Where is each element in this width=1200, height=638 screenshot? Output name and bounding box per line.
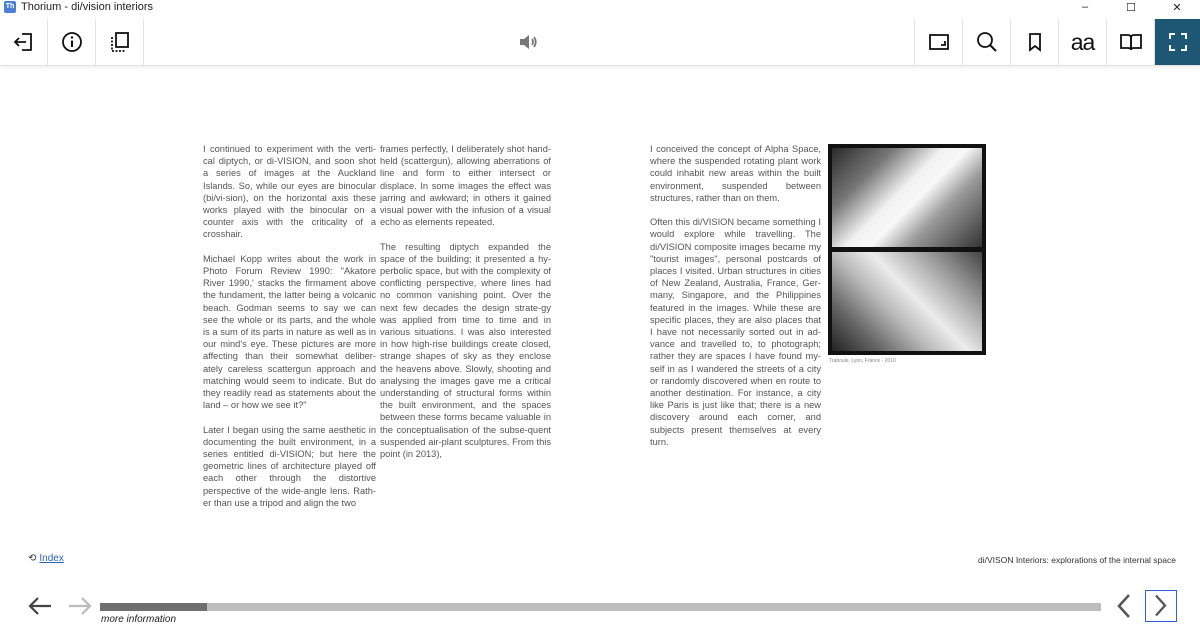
minimize-button[interactable]: – (1081, 1, 1089, 13)
fullscreen-button[interactable] (1154, 19, 1200, 65)
book-view-icon (1119, 30, 1143, 54)
previous-page-chevron-icon[interactable] (1112, 591, 1136, 621)
reading-progress-bar[interactable] (100, 603, 1101, 611)
text-settings-icon: aa (1070, 28, 1095, 55)
book-view-button[interactable] (1106, 19, 1154, 65)
text-settings-button[interactable] (1058, 19, 1106, 65)
toc-icon (108, 30, 132, 54)
close-button[interactable]: ✕ (1172, 1, 1182, 14)
table-of-contents-button[interactable] (96, 19, 144, 65)
search-icon (975, 30, 999, 54)
title-bar (0, 0, 1200, 14)
photo-upper-frame (832, 148, 982, 247)
screen-mode-icon (927, 30, 951, 54)
app-logo-icon: Th (4, 1, 16, 13)
read-aloud-button[interactable] (504, 19, 552, 65)
history-forward-arrow-icon[interactable] (67, 595, 93, 617)
back-to-library-button[interactable] (0, 19, 48, 65)
window-title: Thorium - di/vision interiors (21, 1, 154, 13)
index-link[interactable] (28, 553, 64, 564)
next-page-button[interactable] (1145, 590, 1177, 622)
paragraph: frames perfectly, I deliberately shot hand-held (scattergun), allowing aberrations of line and form to either intersect or displace. In some images the effect was jarring and awkward; in others it gained visual power with the infusion of a visual echo as elements repeated. (380, 144, 551, 228)
speaker-icon (516, 30, 540, 54)
text-column-3 (650, 143, 821, 460)
diptych-photo (828, 144, 986, 355)
paragraph: Later I began using the same aesthetic in documenting the built environment, in a series entitled di-VISION; but here the geometric lines of architecture played off each other through the distortive perspective of the wide-angle lens. Rath-er than use a tripod and align the two (203, 424, 376, 508)
paragraph: Michael Kopp writes about the work in Photo Forum Review 1990: "Akatore River 1990,' stacks the firmament above the fundament, the latter being a volcanic beach. Godman seems to say we can see the whole or its parts, and the whole is a sum of its parts in nature as well as in our mind's eye. These pictures are more affecting than their somewhat deliber-ately careless scattergun approach and matching would seem to indicate. But do they readily read as statements about the land – or how we see it?" (203, 253, 376, 411)
text-column-1 (203, 143, 376, 521)
bookmark-button[interactable] (1010, 19, 1058, 65)
book-title: di/VISON Interiors: explorations of the internal space (978, 555, 1176, 565)
history-back-arrow-icon[interactable] (27, 595, 53, 617)
text-column-2 (380, 143, 551, 472)
refresh-icon: ⟲ (28, 553, 37, 564)
photo-caption: Traboule, Lyon, France - 2010 (829, 358, 896, 364)
photo-lower-frame (832, 252, 982, 351)
paragraph: I continued to experiment with the verti-cal diptych, or di-VISION, and soon shot a series of images at the Auckland Islands. So, while our eyes are binocular (bi/vi-sion), on the horizontal axis these works played with the binocular on a counter axis with the criticality of a crosshair. (203, 144, 376, 240)
screen-mode-button[interactable] (914, 19, 962, 65)
reading-progress-fill (100, 603, 207, 611)
info-button[interactable] (48, 19, 96, 65)
paragraph: I conceived the concept of Alpha Space, where the suspended rotating plant work could inhabit new areas within the built environment, suspended between structures, rather than on them. (650, 144, 821, 203)
back-to-library-icon (12, 30, 36, 54)
paragraph: The resulting diptych expanded the space of the building; it presented a hy-perbolic space, but with the complexity of conflicting perspective, where lines had no common vanishing point. Over the next few decades the design strate-gy was applied from time to time and in various situations. I was also interested in how high-rise buildings create closed, strange shapes of sky as they enclose the heavens above. Slowly, shooting and analysing the images gave me a critical understanding of structural forms within the built environment, and the spaces between these forms became valuable in the conceptualisation of the subse-quent suspended air-plant sculptures. From this point (in 2013), (380, 241, 551, 460)
maximize-button[interactable]: ☐ (1126, 1, 1136, 14)
more-information-link[interactable]: more information (101, 614, 177, 625)
next-page-chevron-icon (1146, 591, 1175, 620)
reader-toolbar (0, 19, 1200, 66)
info-icon (60, 30, 84, 54)
window-controls (1062, 0, 1200, 14)
search-button[interactable] (962, 19, 1010, 65)
paragraph: Often this di/VISION became something I would explore while travelling. The di/VISION composite images became my "tourist images", personal postcards of places I visited. Urban structures in cities of New Zealand, Australia, France, Ger-many, Singapore, and the Philippines featured in the images. While these are specific places, they are also places that I have not necessarily sorted out in ad-vance and travelled to, to photograph; rather they are spaces I have found my-self in as I wandered the streets of a city or randomly discovered when en route to another destination. For instance, a city like Paris is just like that; there is a new discovery around each corner, and subjects present themselves at every turn. (650, 217, 821, 447)
bookmark-icon (1023, 30, 1047, 54)
fullscreen-icon (1166, 30, 1190, 54)
index-link-label: Index (39, 553, 64, 564)
